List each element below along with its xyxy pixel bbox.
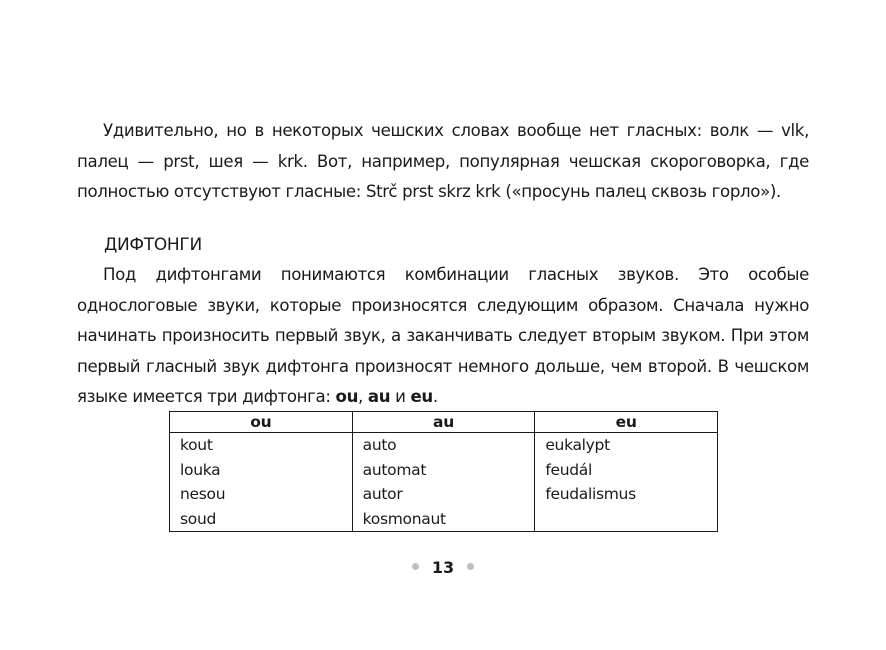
right-dot-icon: [467, 563, 474, 570]
page-footer: [0, 553, 886, 582]
table-header-row: [170, 412, 718, 433]
paragraph-text: [77, 260, 809, 413]
table-row: [170, 458, 718, 483]
paragraph-diphthongs: [77, 260, 809, 413]
table-cell: feudalismus: [535, 482, 718, 507]
paragraph-text: Удивительно, но в некоторых чешских словах вообще нет гласных: волк — vlk, палец — prst, шея — krk. Вот, например, популярная чешская скороговорка, где полностью отсутствуют гласные: Strč prst skrz krk («просунь палец сквозь горло»).: [77, 121, 809, 201]
separator: ,: [358, 387, 368, 406]
table-cell: [535, 507, 718, 532]
diphthong-au: au: [367, 387, 391, 406]
column-header-eu: eu: [535, 412, 718, 433]
table-cell: auto: [352, 433, 535, 458]
section-heading-diphthongs: ДИФТОНГИ: [104, 235, 202, 255]
table-cell: automat: [352, 458, 535, 483]
table-cell: nesou: [170, 482, 353, 507]
page-number: 13: [431, 557, 455, 577]
paragraph-body: Под дифтонгами понимаются комбинации гласных звуков. Это особые однослоговые звуки, которые произносятся следующим образом. Сначала нужно начинать произносить первый звук, а заканчивать следует вторым звуком. При этом первый гласный звук дифтонга произносят немного дольше, чем второй. В чешском языке имеется три дифтонга:: [77, 265, 809, 406]
column-header-au: au: [352, 412, 535, 433]
paragraph-no-vowels: [77, 116, 809, 208]
left-dot-icon: [412, 563, 419, 570]
column-header-ou: ou: [170, 412, 353, 433]
period: .: [432, 387, 438, 406]
table-row: [170, 482, 718, 507]
table-cell: soud: [170, 507, 353, 532]
diphthong-ou: ou: [335, 387, 359, 406]
table-row: [170, 507, 718, 532]
table-cell: kosmonaut: [352, 507, 535, 532]
diphthong-eu: eu: [410, 387, 433, 406]
table-cell: kout: [170, 433, 353, 458]
table-row: [170, 433, 718, 458]
table-cell: eukalypt: [535, 433, 718, 458]
diphthong-examples-table: [169, 411, 718, 532]
table-cell: autor: [352, 482, 535, 507]
table-cell: feudál: [535, 458, 718, 483]
table-cell: louka: [170, 458, 353, 483]
separator: и: [390, 387, 411, 406]
